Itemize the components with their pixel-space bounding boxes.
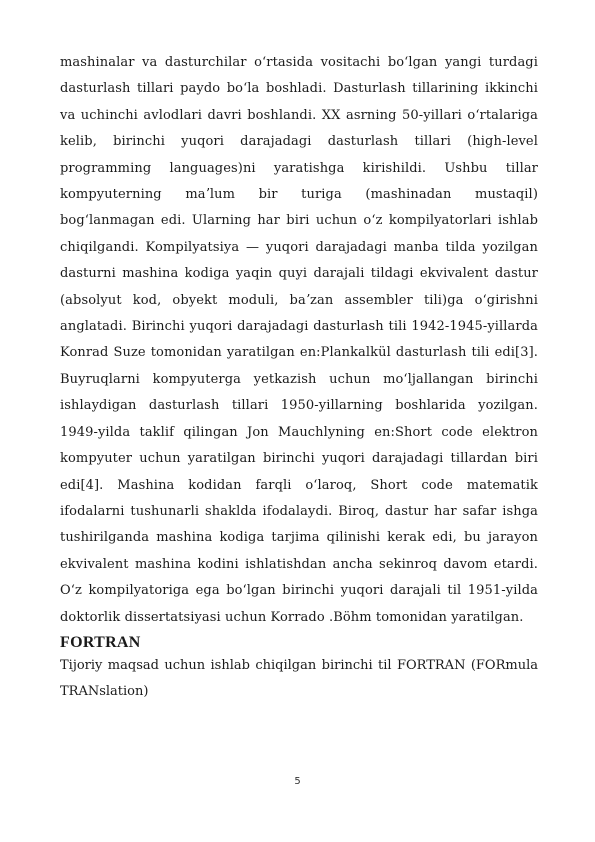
document-page (60, 50, 538, 706)
page-number: 5 (294, 776, 301, 787)
body-paragraph: Tijoriy maqsad uchun ishlab chiqilgan birinchi til FORTRAN (FORmula TRANslation) (60, 657, 538, 700)
body-paragraph: mashinalar va dasturchilar oʻrtasida vositachi boʻlgan yangi turdagi dasturlash tillari paydo boʻla boshladi. Dasturlash tillarining ikkinchi va uchinchi avlodlari davri boshlandi. XX asrning 50-yillari oʻrtalariga kelib, birinchi yuqori darajadagi dasturlash tillari (high-level programming languages)ni yaratishga kirishildi. Ushbu tillar kompyuterning maʼlum bir turiga (mashinadan mustaqil) bogʻlanmagan edi. Ularning har biri uchun oʻz kompilyatorlari ishlab chiqilgandi. Kompilyatsiya — yuqori darajadagi manba tilda yozilgan dasturni mashina kodiga yaqin quyi darajali tildagi ekvivalent dastur (absolyut kod, obyekt moduli, baʼzan assembler tili)ga oʻgirishni anglatadi. Birinchi yuqori darajadagi dasturlash tili 1942-1945-yillarda Konrad Suze tomonidan yaratilgan en:Plankalkül dasturlash tili edi[3]. Buyruqlarni kompyuterga yetkazish uchun moʻljallangan birinchi ishlaydigan dasturlash tillari 1950-yillarning boshlarida yozilgan. 1949-yilda taklif qilingan Jon Mauchlyning en:Short code elektron kompyuter uchun yaratilgan birinchi yuqori darajadagi tillardan biri edi[4]. Mashina kodidan farqli oʻlaroq, Short code matematik ifodalarni tushunarli shaklda ifodalaydi. Biroq, dastur har safar ishga tushirilganda mashina kodiga tarjima qilinishi kerak edi, bu jarayon ekvivalent mashina kodini ishlatishdan ancha sekinroq davom etardi. Oʻz kompilyatoriga ega boʻlgan birinchi yuqori darajali til 1951-yilda doktorlik dissertatsiyasi uchun Korrado .Böhm tomonidan yaratilgan. (60, 55, 538, 625)
section-heading: FORTRAN (60, 633, 141, 651)
